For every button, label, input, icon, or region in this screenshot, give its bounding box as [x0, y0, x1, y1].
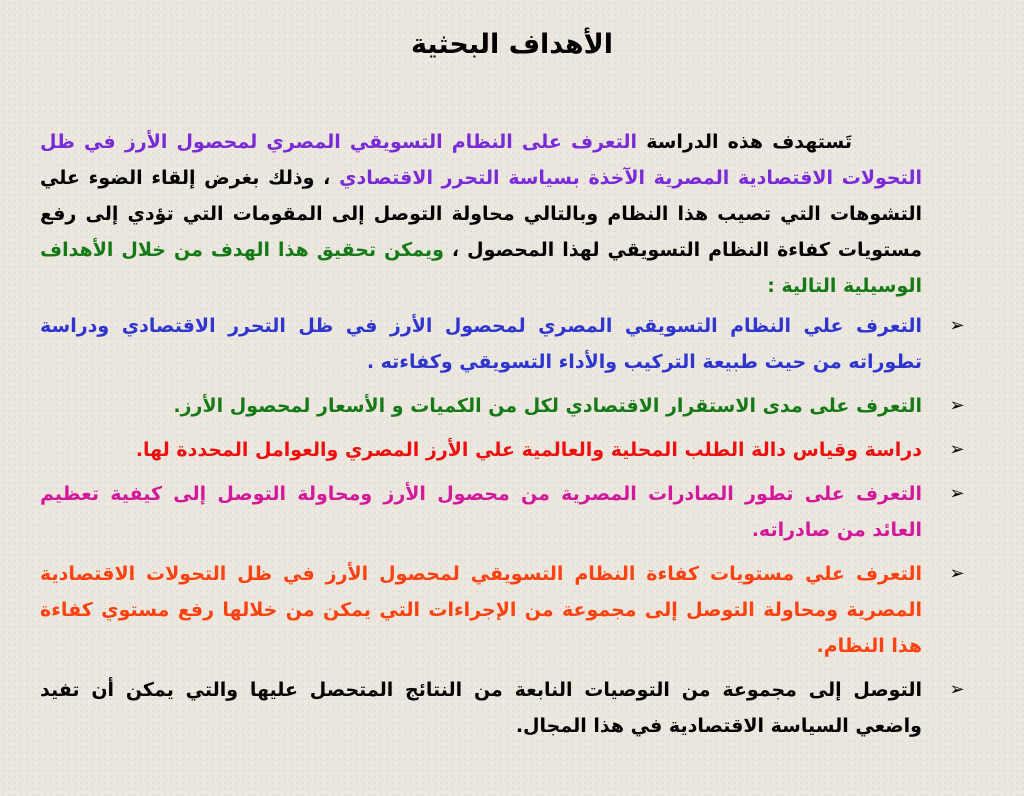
objective-item-4	[40, 476, 965, 548]
intro-main-objective: التعرف على النظام التسويقي المصري لمحصول الأرز في ظل التحولات الاقتصادية المصرية الآخذة بسياسة التحرر الاقتصادي	[40, 131, 923, 189]
objectives-list	[40, 308, 965, 744]
objective-item-2	[40, 388, 965, 424]
objective-text: التعرف على مدى الاستقرار الاقتصادي لكل من الكميات و الأسعار لمحصول الأرز.	[173, 395, 922, 417]
objective-text: دراسة وقياس دالة الطلب المحلية والعالمية علي الأرز المصري والعوامل المحددة لها.	[135, 439, 922, 461]
intro-purpose-text: ، وذلك بغرض إلقاء الضوء علي التشوهات التي تصيب هذا النظام وبالتالي محاولة التوصل إلى المقومات التي تؤدي إلى رفع مستويات كفاءة النظام التسويقي لهذا المحصول ،	[40, 167, 922, 261]
page-title: الأهداف البحثية	[411, 29, 613, 60]
objective-item-1	[40, 308, 965, 380]
arrow-bullet-icon: ➢	[949, 395, 965, 416]
intro-paragraph	[40, 124, 922, 304]
arrow-bullet-icon: ➢	[949, 439, 965, 460]
objective-text: التعرف على تطور الصادرات المصرية من محصول الأرز ومحاولة التوصل إلى كيفية تعظيم العائد من صادراته.	[40, 483, 922, 541]
arrow-bullet-icon: ➢	[949, 563, 965, 584]
objective-item-5	[40, 556, 965, 664]
intro-lead-text: تَستهدف هذه الدراسة	[637, 131, 853, 153]
objective-text: التوصل إلى مجموعة من التوصيات النابعة من النتائج المتحصل عليها والتي يمكن أن تفيد واضعي السياسة الاقتصادية في هذا المجال.	[40, 679, 922, 737]
arrow-bullet-icon: ➢	[949, 483, 965, 504]
objective-text: التعرف علي النظام التسويقي المصري لمحصول الأرز في ظل التحرر الاقتصادي ودراسة تطوراته من حيث طبيعة التركيب والأداء التسويقي وكفاءته .	[40, 315, 922, 373]
slide-body	[40, 124, 965, 752]
objective-text: التعرف علي مستويات كفاءة النظام التسويقي لمحصول الأرز في ظل التحولات الاقتصادية المصرية ومحاولة التوصل إلى مجموعة من الإجراءات التي يمكن من خلالها رفع مستوي كفاءة هذا النظام.	[40, 563, 922, 657]
arrow-bullet-icon: ➢	[949, 679, 965, 700]
objective-item-6	[40, 672, 965, 744]
arrow-bullet-icon: ➢	[949, 315, 965, 336]
intro-transition-text: ويمكن تحقيق هذا الهدف من خلال الأهداف الوسيلية التالية :	[40, 239, 922, 297]
objective-item-3	[40, 432, 965, 468]
